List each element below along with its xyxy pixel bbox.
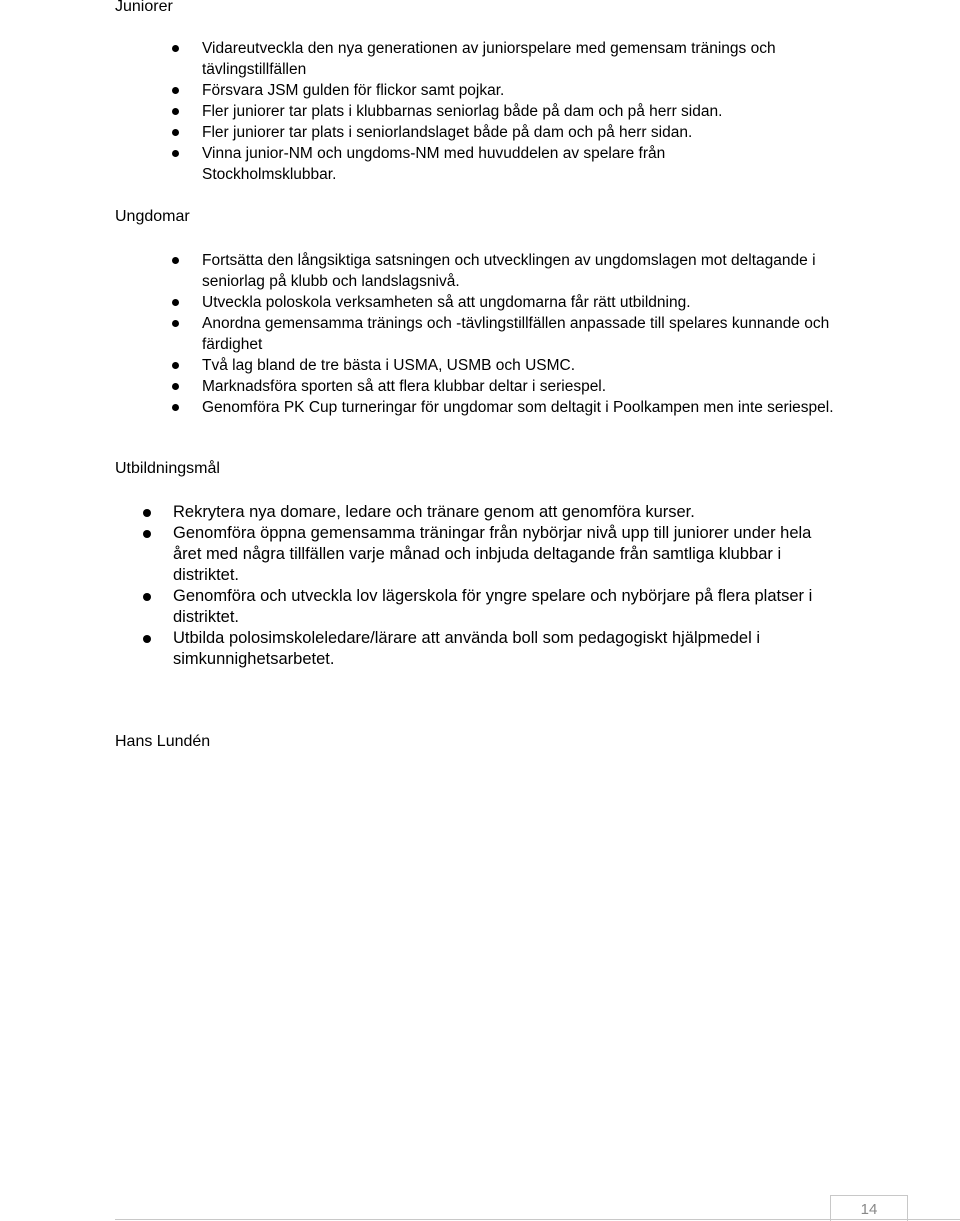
list-item: Marknadsföra sporten så att flera klubbar deltar i seriespel. (202, 376, 842, 397)
bullet-icon (172, 87, 179, 94)
bullet-icon (172, 150, 179, 157)
section-title-ungdomar: Ungdomar (115, 208, 190, 225)
list-item: Vidareutveckla den nya generationen av juniorspelare med gemensam tränings och tävlingstillfällen (202, 38, 862, 80)
signature: Hans Lundén (115, 733, 211, 750)
section-title-juniorer: Juniorer (115, 0, 173, 15)
list-item: Utveckla poloskola verksamheten så att ungdomarna får rätt utbildning. (202, 292, 842, 313)
list-item: Två lag bland de tre bästa i USMA, USMB och USMC. (202, 355, 842, 376)
bullet-icon (172, 257, 179, 264)
list-item: Utbilda polosimskoleledare/lärare att använda boll som pedagogiskt hjälpmedel i simkunnighetsarbetet. (173, 628, 833, 670)
bullet-icon (172, 108, 179, 115)
list-item: Genomföra PK Cup turneringar för ungdomar som deltagit i Poolkampen men inte seriespel. (202, 397, 842, 418)
bullet-icon (172, 404, 179, 411)
bullet-icon (143, 530, 151, 538)
bullet-icon (172, 362, 179, 369)
list-item: Genomföra öppna gemensamma träningar från nybörjar nivå upp till juniorer under hela året med några tillfällen varje månad och inbjuda deltagande från samtliga klubbar i distriktet. (173, 523, 833, 586)
bullet-icon (172, 299, 179, 306)
list-item: Rekrytera nya domare, ledare och tränare genom att genomföra kurser. (173, 502, 833, 523)
bullet-icon (172, 129, 179, 136)
page-number-box (830, 1195, 908, 1221)
juniorer-list (202, 38, 862, 185)
ungdomar-list (202, 250, 842, 418)
list-item: Fortsätta den långsiktiga satsningen och utvecklingen av ungdomslagen mot deltagande i seniorlag på klubb och landslagsnivå. (202, 250, 842, 292)
utbildningsmal-list (173, 502, 833, 670)
list-item: Anordna gemensamma tränings och -tävlingstillfällen anpassade till spelares kunnande och färdighet (202, 313, 842, 355)
bullet-icon (172, 320, 179, 327)
section-title-utbildningsmal: Utbildningsmål (115, 460, 220, 477)
list-item: Försvara JSM gulden för flickor samt pojkar. (202, 80, 862, 101)
list-item: Fler juniorer tar plats i klubbarnas seniorlag både på dam och på herr sidan. (202, 101, 862, 122)
page-number: 14 (860, 1201, 878, 1218)
bullet-icon (172, 45, 179, 52)
list-item: Vinna junior-NM och ungdoms-NM med huvuddelen av spelare från Stockholmsklubbar. (202, 143, 762, 185)
bullet-icon (143, 593, 151, 601)
list-item: Fler juniorer tar plats i seniorlandslaget både på dam och på herr sidan. (202, 122, 862, 143)
bullet-icon (172, 383, 179, 390)
bullet-icon (143, 509, 151, 517)
list-item: Genomföra och utveckla lov lägerskola för yngre spelare och nybörjare på flera platser i distriktet. (173, 586, 833, 628)
bullet-icon (143, 635, 151, 643)
